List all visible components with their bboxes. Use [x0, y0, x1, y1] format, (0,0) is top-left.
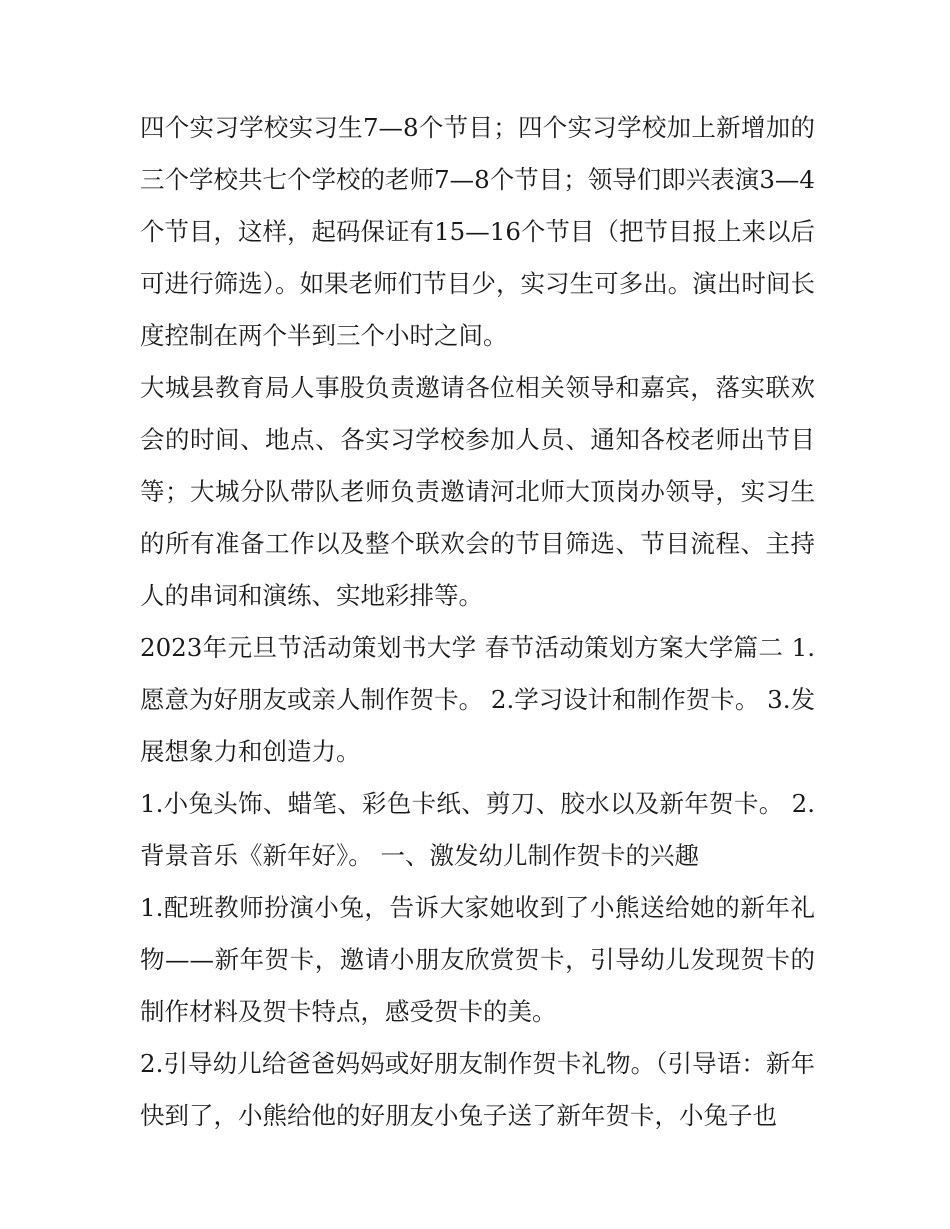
- paragraph-step-one: 1.配班教师扮演小兔，告诉大家她收到了小熊送给她的新年礼物——新年贺卡，邀请小朋友欣赏贺卡，引导幼儿发现贺卡的制作材料及贺卡特点，感受贺卡的美。: [140, 893, 815, 1026]
- paragraph-responsibilities: 大城县教育局人事股负责邀请各位相关领导和嘉宾，落实联欢会的时间、地点、各实习学校参加人员、通知各校老师出节目等；大城分队带队老师负责邀请河北师大顶岗办领导，实习生的所有准备工作以及整个联欢会的节目筛选、节目流程、主持人的串词和演练、实地彩排等。: [140, 373, 815, 610]
- document-body: [140, 102, 815, 1142]
- paragraph-step-two: 2.引导幼儿给爸爸妈妈或好朋友制作贺卡礼物。（引导语：新年快到了，小熊给他的好朋友小兔子送了新年贺卡，小兔子也: [140, 1049, 815, 1130]
- paragraph-materials: 1.小兔头饰、蜡笔、彩色卡纸、剪刀、胶水以及新年贺卡。 2.背景音乐《新年好》。 一、激发幼儿制作贺卡的兴趣: [140, 789, 815, 870]
- paragraph-plan-heading-goals: 2023年元旦节活动策划书大学 春节活动策划方案大学篇二 1.愿意为好朋友或亲人制作贺卡。 2.学习设计和制作贺卡。 3.发展想象力和创造力。: [140, 633, 815, 766]
- paragraph-program-count: 四个实习学校实习生7—8个节目；四个实习学校加上新增加的三个学校共七个学校的老师7—8个节目；领导们即兴表演3—4个节目，这样，起码保证有15—16个节目（把节目报上来以后可进行筛选）。如果老师们节目少，实习生可多出。演出时间长度控制在两个半到三个小时之间。: [140, 113, 815, 350]
